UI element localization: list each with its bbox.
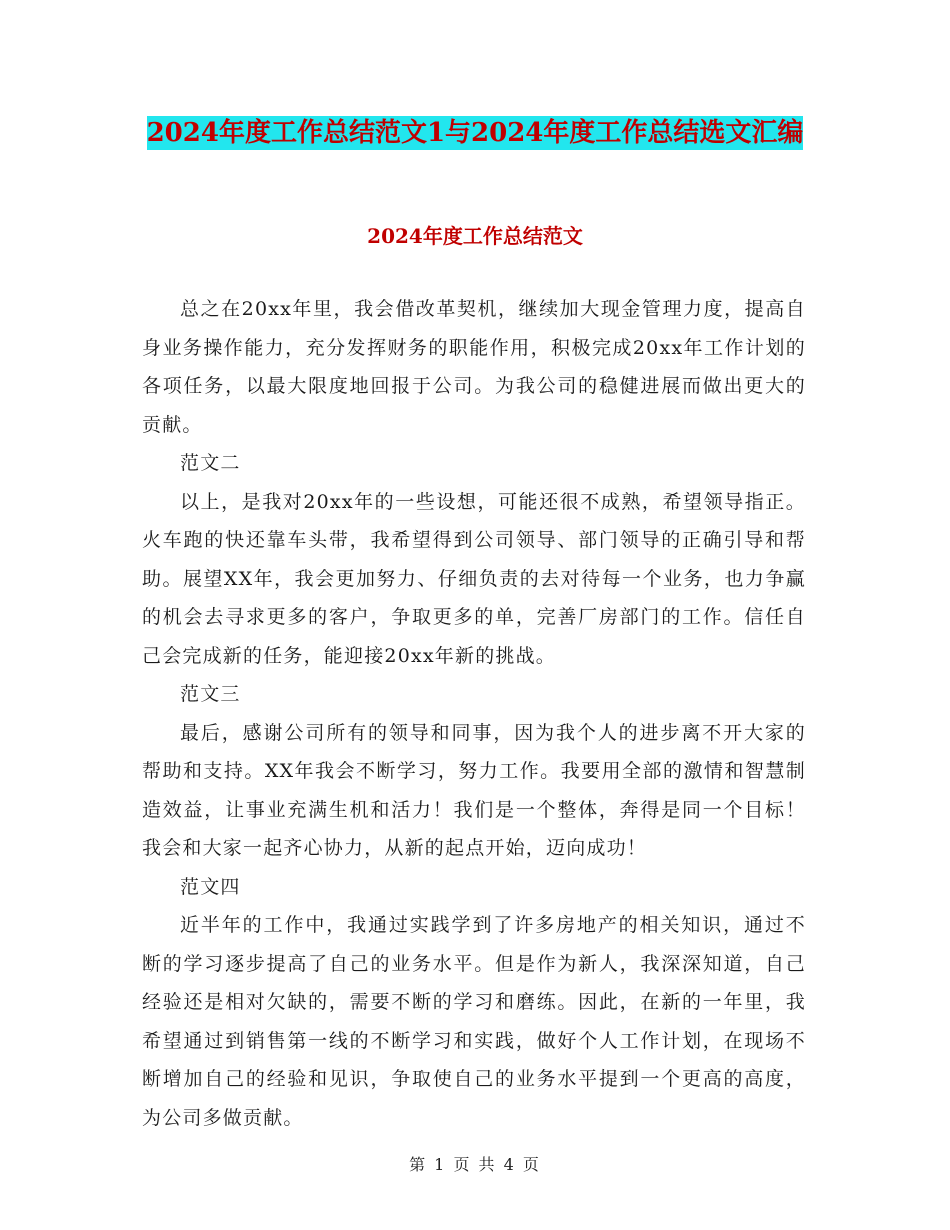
document-title [140,110,810,156]
document-title-text: 2024年度工作总结范文1与2024年度工作总结选文汇编 [146,118,804,148]
paragraph-2: 以上，是我对20xx年的一些设想，可能还很不成熟，希望领导指正。火车跑的快还靠车头带，我希望得到公司领导、部门领导的正确引导和帮助。展望XX年，我会更加努力、仔细负责的去对待每一个业务，也力争赢的机会去寻求更多的客户，争取更多的单，完善厂房部门的工作。信任自己会完成新的任务，能迎接20xx年新的挑战。 [142,490,806,667]
heading-fanwen-2: 范文二 [180,452,241,474]
paragraph-3: 最后，感谢公司所有的领导和同事，因为我个人的进步离不开大家的帮助和支持。XX年我会不断学习，努力工作。我要用全部的激情和智慧制造效益，让事业充满生机和活力！我们是一个整体，奔得是同一个目标！我会和大家一起齐心协力，从新的起点开始，迈向成功！ [142,721,806,859]
section-title: 2024年度工作总结范文 [367,224,583,248]
page-footer: 第 1 页 共 4 页 [409,1155,541,1174]
document-body [142,290,806,1137]
paragraph-1: 总之在20xx年里，我会借改革契机，继续加大现金管理力度，提高自身业务操作能力，充分发挥财务的职能作用，积极完成20xx年工作计划的各项任务，以最大限度地回报于公司。为我公司的稳健进展而做出更大的贡献。 [142,298,806,436]
heading-fanwen-4: 范文四 [180,875,241,898]
paragraph-4: 近半年的工作中，我通过实践学到了许多房地产的相关知识，通过不断的学习逐步提高了自己的业务水平。但是作为新人，我深深知道，自己经验还是相对欠缺的，需要不断的学习和磨练。因此，在新的一年里，我希望通过到销售第一线的不断学习和实践，做好个人工作计划，在现场不断增加自己的经验和见识，争取使自己的业务水平提到一个更高的高度，为公司多做贡献。 [142,914,806,1129]
heading-fanwen-3: 范文三 [180,683,241,705]
